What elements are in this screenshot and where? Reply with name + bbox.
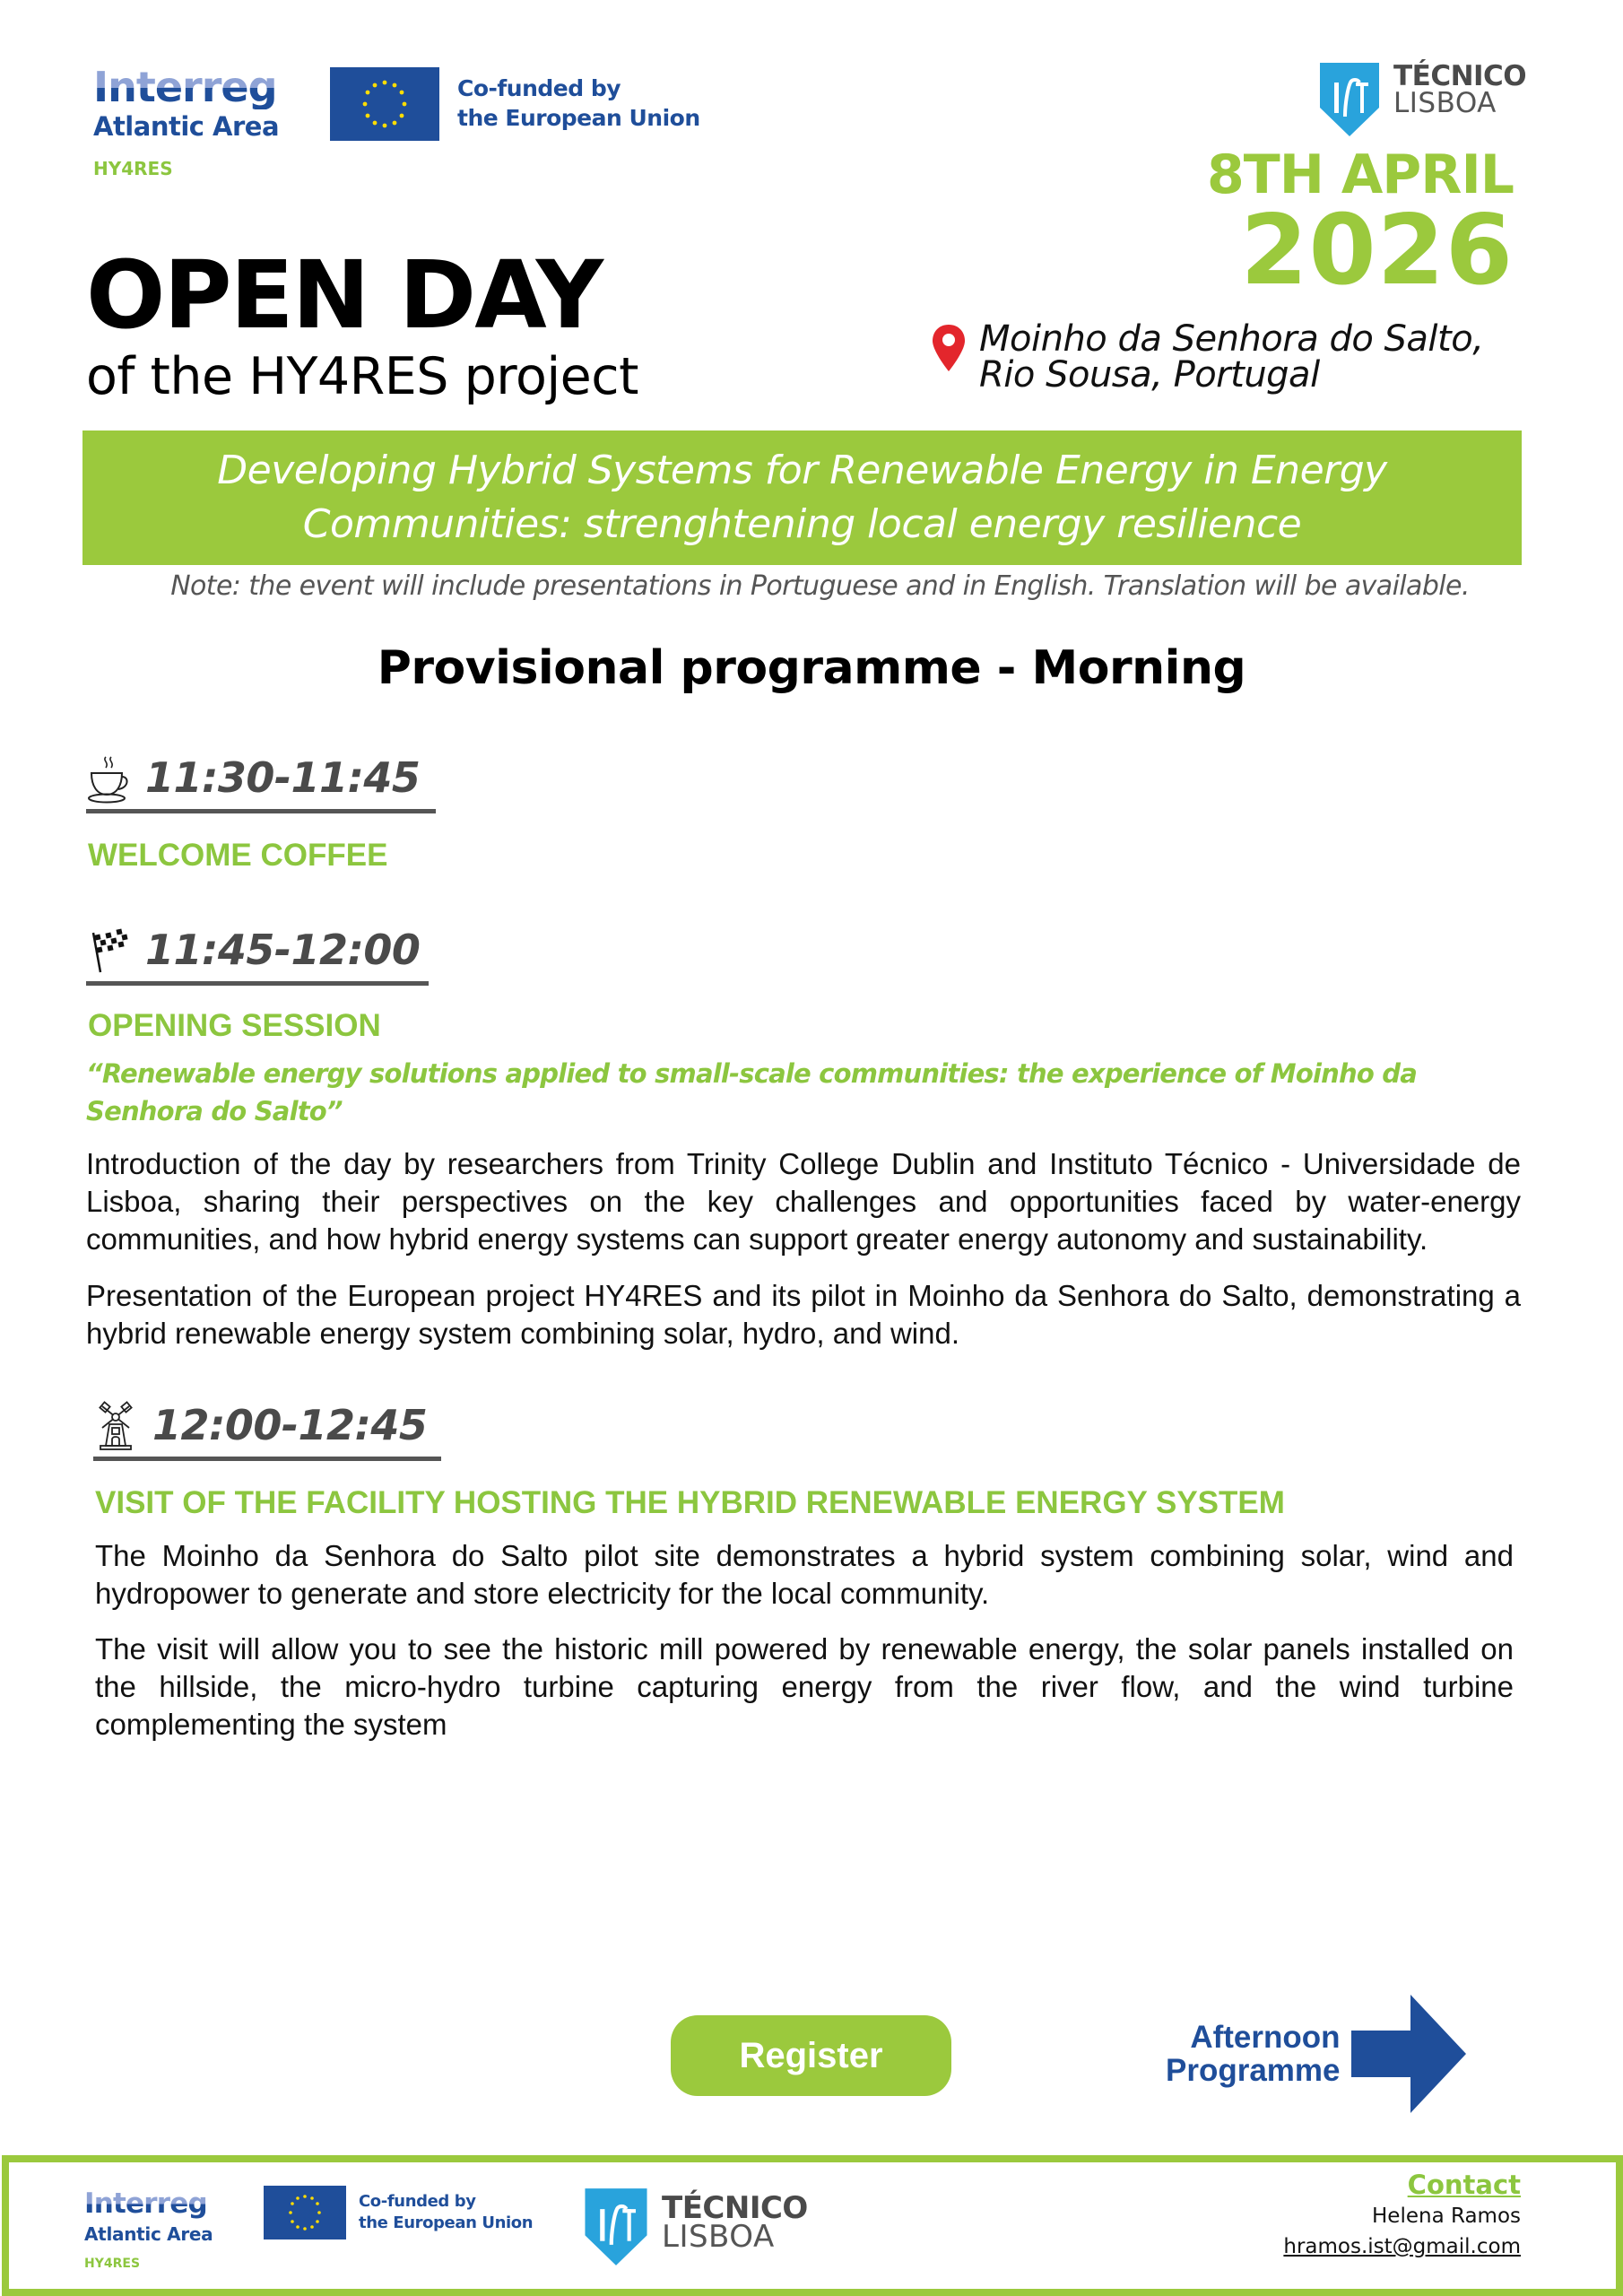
afternoon-label-line2: Programme	[1166, 2053, 1341, 2088]
eu-text-line2: the European Union	[457, 105, 700, 131]
footer-tecnico-lisboa-logo	[583, 2187, 808, 2267]
eu-flag-icon	[264, 2186, 346, 2239]
project-label: HY4RES	[84, 2257, 141, 2271]
interreg-logo-word: Interreg	[93, 65, 299, 109]
arrow-right-icon	[1351, 1993, 1468, 2115]
location-line2: Rio Sousa, Portugal	[979, 354, 1320, 396]
tecnico-lisboa-logo	[1318, 61, 1526, 138]
tecnico-word: TÉCNICO	[662, 2190, 808, 2226]
translation-note: Note: the event will include presentations in Portuguese and in English. Translation will be available.	[170, 570, 1470, 602]
interreg-logo-word: Interreg	[84, 2188, 213, 2219]
session-description: Introduction of the day by researchers from Trinity College Dublin and Instituto Técnico - Universidade de Lisboa, sharing their perspectives on the key challenges and opportunities faced by water-energy communities, and how hybrid energy systems can support greater energy autonomy and sustainability.	[86, 1147, 1521, 1256]
eu-flag-icon	[330, 67, 439, 141]
page-title-block	[86, 242, 638, 405]
register-button[interactable]: Register	[671, 2015, 951, 2096]
page-title: OPEN DAY	[86, 240, 603, 350]
session-time-row	[86, 924, 429, 986]
contact-block	[1283, 2169, 1521, 2262]
interreg-logo-area: Atlantic Area	[84, 2223, 213, 2245]
lisboa-word: LISBOA	[662, 2219, 775, 2255]
event-location	[931, 318, 1484, 396]
contact-name: Helena Ramos	[1372, 2205, 1521, 2228]
session-description: The visit will allow you to see the historic mill powered by renewable energy, the solar panels installed on the hillside, the micro-hydro turbine capturing energy from the river flow, and the wind turbine complementing the system	[95, 1632, 1514, 1741]
coffee-cup-icon	[86, 753, 133, 804]
session-heading: OPENING SESSION	[88, 1008, 381, 1043]
interreg-logo-area: Atlantic Area	[93, 111, 280, 142]
theme-banner-text: Developing Hybrid Systems for Renewable Energy in Energy Communities: strenghtening local energy resilience	[217, 448, 1387, 547]
event-date-year: 2026	[1240, 195, 1514, 307]
footer-eu-cofunded-text	[359, 2191, 533, 2234]
session-heading: VISIT OF THE FACILITY HOSTING THE HYBRID RENEWABLE ENERGY SYSTEM	[95, 1485, 1285, 1520]
eu-text-line1: Co-funded by	[457, 75, 621, 101]
tecnico-word: TÉCNICO	[1393, 60, 1527, 92]
event-date-day-month: 8TH APRIL	[1207, 144, 1514, 206]
tecnico-shield-icon	[1318, 61, 1381, 138]
programme-title: Provisional programme - Morning	[377, 641, 1246, 695]
windmill-icon	[93, 1401, 140, 1451]
session-description: The Moinho da Senhora do Salto pilot site demonstrates a hybrid system combining solar, wind and hydropower to generate and store electricity for the local community.	[95, 1539, 1514, 1610]
session-description: Presentation of the European project HY4RES and its pilot in Moinho da Senhora do Salto, demonstrating a hybrid renewable energy system combining solar, hydro, and wind.	[86, 1279, 1521, 1350]
afternoon-programme-link[interactable]	[1166, 1993, 1468, 2115]
theme-banner	[82, 430, 1522, 565]
session-time: 11:30-11:45	[145, 753, 421, 802]
session-talk-title: “Renewable energy solutions applied to small-scale communities: the experience of Moinho da Senhora do Salto”	[86, 1058, 1417, 1126]
contact-email-link[interactable]: hramos.ist@gmail.com	[1283, 2235, 1521, 2258]
project-label: HY4RES	[93, 158, 173, 179]
contact-title: Contact	[1407, 2170, 1521, 2200]
session-time: 12:00-12:45	[152, 1401, 428, 1449]
lisboa-word: LISBOA	[1393, 87, 1497, 119]
afternoon-label-line1: Afternoon	[1190, 2020, 1341, 2055]
session-time: 11:45-12:00	[145, 926, 421, 974]
footer-interreg-logo	[84, 2188, 213, 2271]
interreg-logo	[93, 65, 299, 179]
map-pin-icon	[931, 323, 967, 373]
session-time-row	[93, 1399, 441, 1461]
checkered-flag-icon	[86, 926, 133, 976]
eu-cofunded-text	[457, 74, 700, 133]
tecnico-shield-icon	[583, 2187, 649, 2267]
location-line1: Moinho da Senhora do Salto,	[979, 318, 1484, 360]
eu-text-line1: Co-funded by	[359, 2192, 476, 2211]
session-heading: WELCOME COFFEE	[88, 838, 388, 873]
session-time-row	[86, 752, 436, 813]
event-date	[1207, 144, 1514, 307]
page-subtitle: of the HY4RES project	[86, 347, 638, 406]
eu-text-line2: the European Union	[359, 2213, 534, 2232]
